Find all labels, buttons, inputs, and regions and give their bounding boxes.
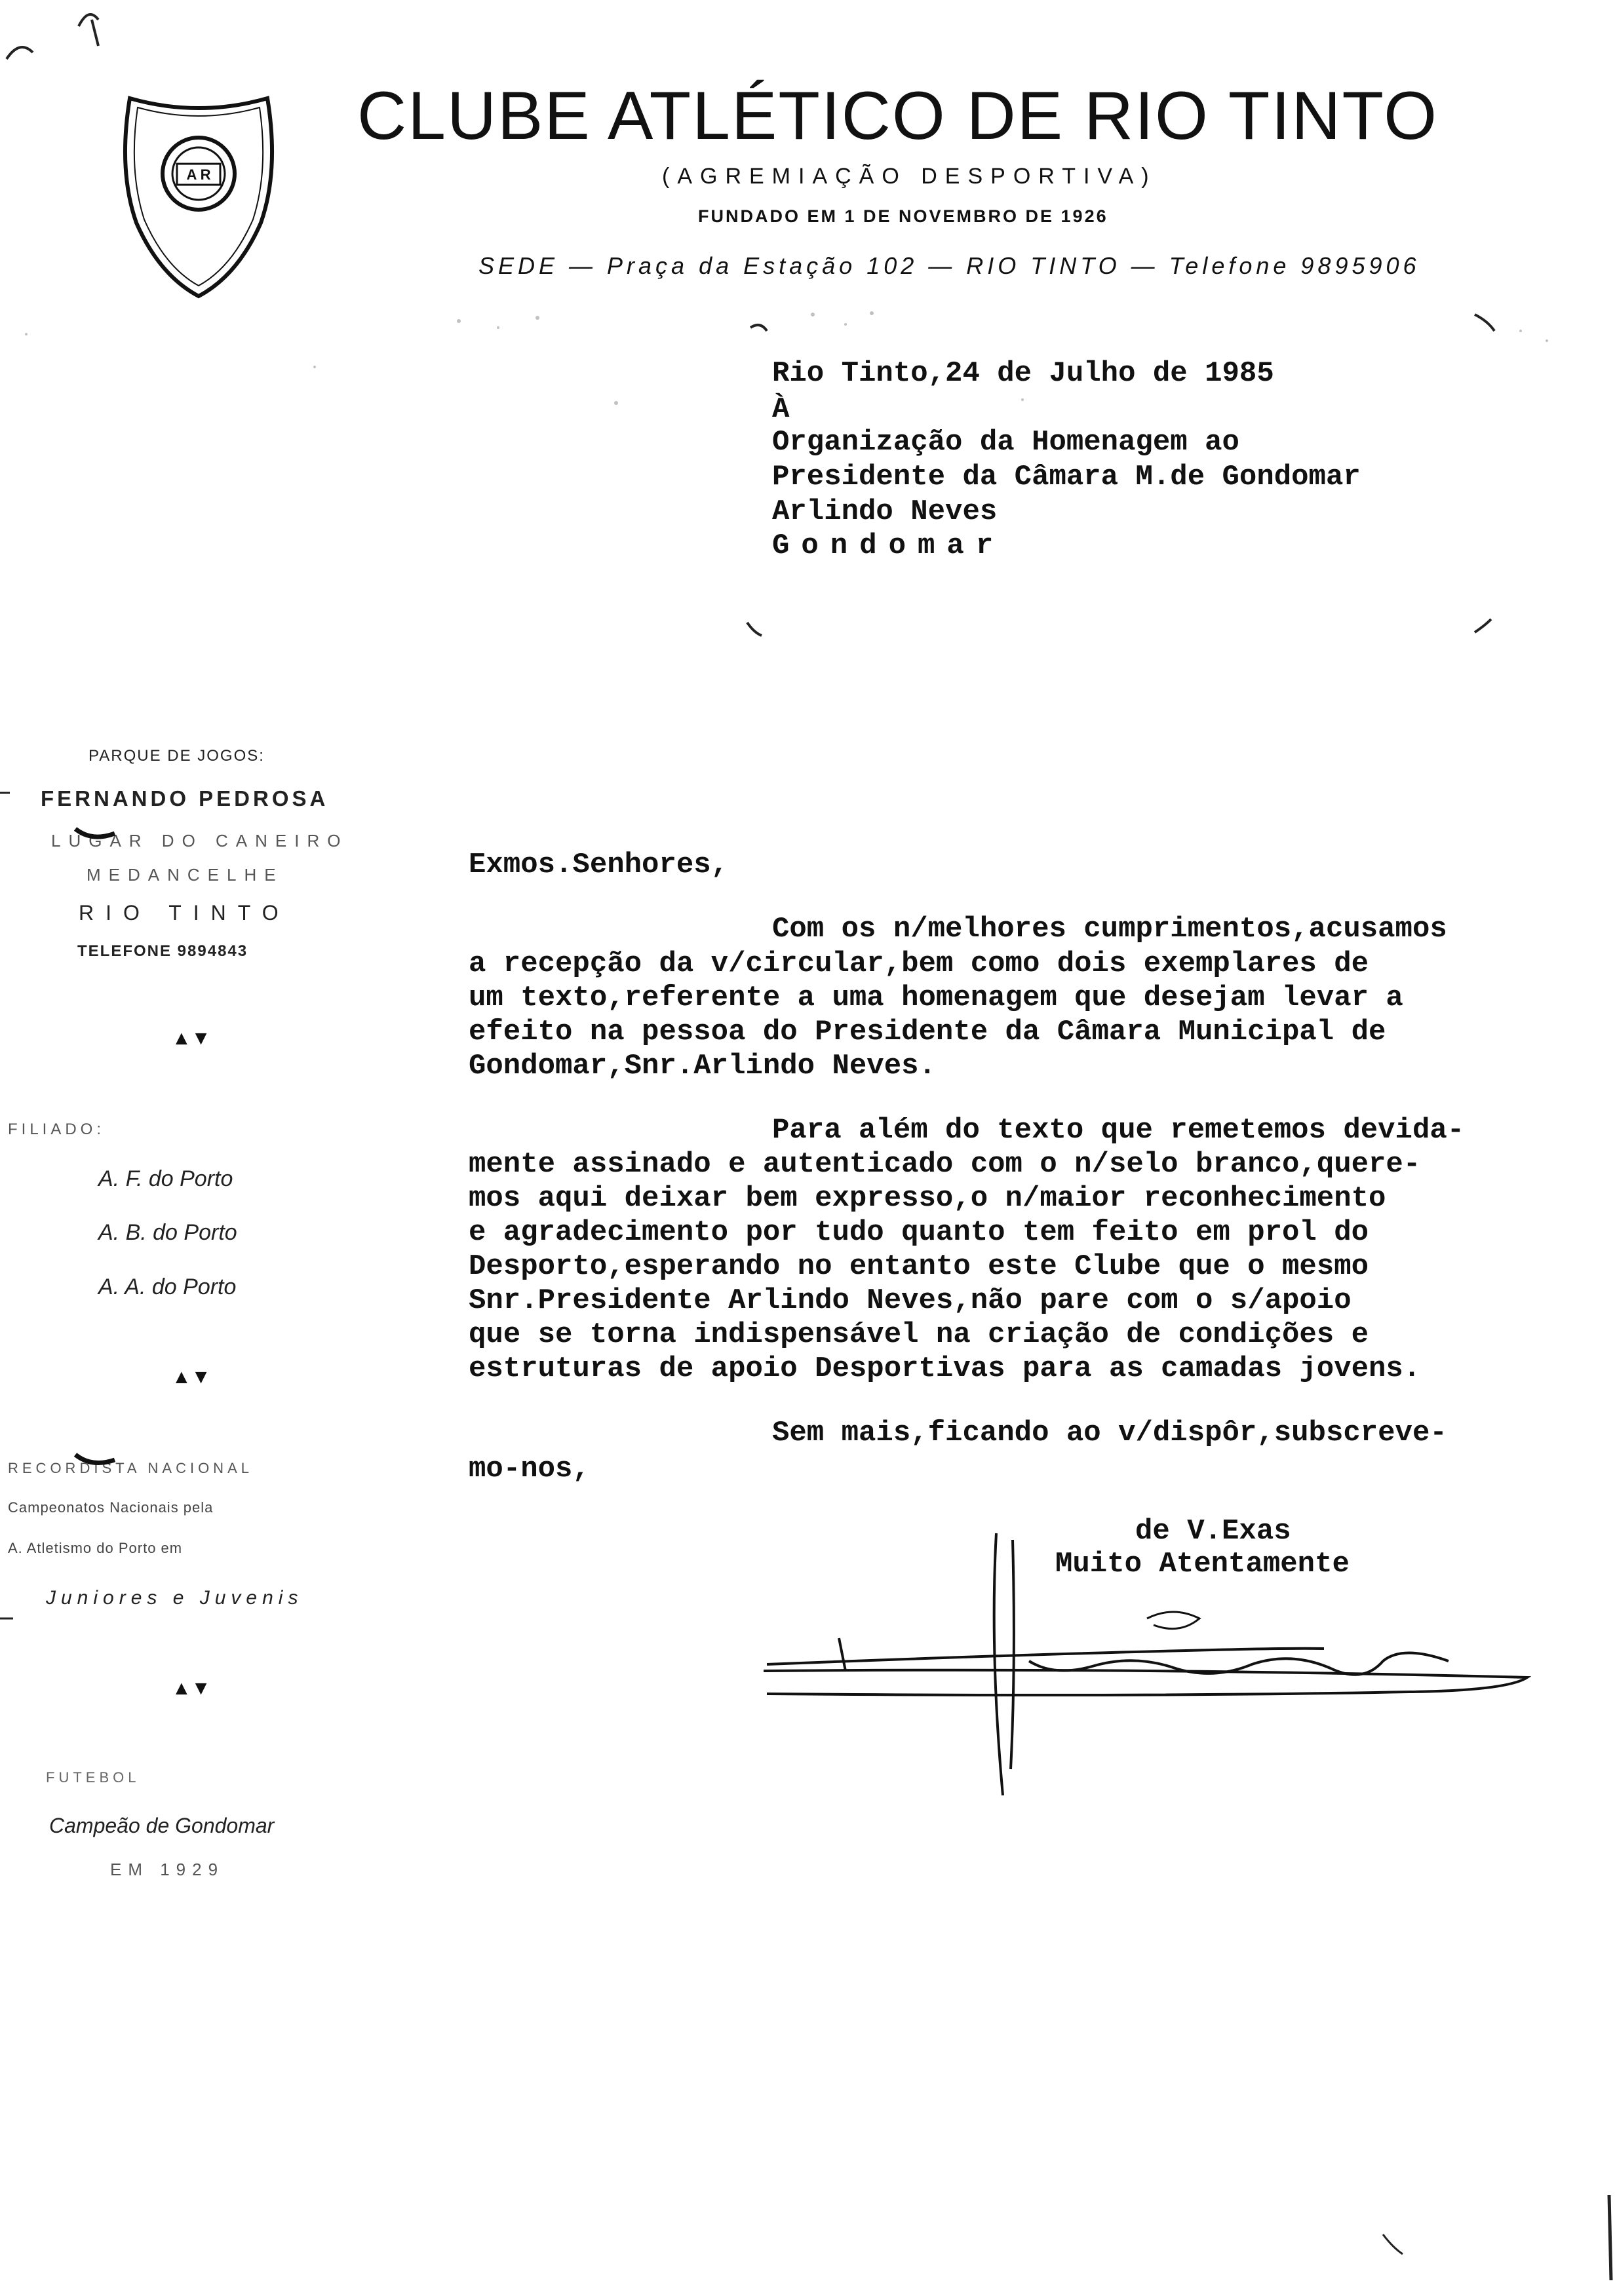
park-town: RIO TINTO	[79, 901, 290, 925]
sidebar-separator-icon: ▲▼	[172, 1366, 211, 1388]
paragraph-1-line: efeito na pessoa do Presidente da Câmara Municipal de	[469, 1016, 1386, 1048]
paragraph-2-line: mente assinado e autenticado com o n/selo branco,quere-	[469, 1148, 1421, 1181]
football-title: Campeão de Gondomar	[49, 1814, 275, 1837]
affiliation-item: A. B. do Porto	[98, 1220, 237, 1245]
park-location: LUGAR DO CANEIRO	[51, 831, 349, 851]
recipient-name: Arlindo Neves	[772, 495, 998, 528]
paragraph-1-line: Com os n/melhores cumprimentos,acusamos	[772, 913, 1447, 946]
records-line: Campeonatos Nacionais pela	[8, 1499, 214, 1516]
affiliation-item: A. F. do Porto	[98, 1166, 233, 1191]
club-subtitle: (AGREMIAÇÃO DESPORTIVA)	[662, 164, 1157, 189]
park-locality: MEDANCELHE	[87, 865, 284, 885]
paragraph-2-line: estruturas de apoio Desportivas para as camadas jovens.	[469, 1352, 1421, 1385]
sidebar-separator-icon: ▲▼	[172, 1677, 211, 1699]
paragraph-2-line: mos aqui deixar bem expresso,o n/maior reconhecimento	[469, 1182, 1386, 1215]
club-name: CLUBE ATLÉTICO DE RIO TINTO	[357, 78, 1438, 154]
paragraph-2-line: Desporto,esperando no entanto este Clube que o mesmo	[469, 1250, 1369, 1283]
paragraph-2-line: que se torna indispensável na criação de condições e	[469, 1318, 1369, 1351]
affiliation-item: A. A. do Porto	[98, 1274, 237, 1299]
records-categories: Juniores e Juvenis	[46, 1587, 303, 1609]
paragraph-1-line: um texto,referente a uma homenagem que desejam levar a	[469, 982, 1403, 1014]
paragraph-2-line: Snr.Presidente Arlindo Neves,não pare com o s/apoio	[469, 1284, 1352, 1317]
football-label: FUTEBOL	[46, 1769, 140, 1786]
salutation: Exmos.Senhores,	[469, 849, 729, 881]
park-name: FERNANDO PEDROSA	[41, 786, 329, 811]
affiliations-label: FILIADO:	[8, 1120, 106, 1138]
founded-date: FUNDADO EM 1 DE NOVEMBRO DE 1926	[698, 206, 1108, 226]
closing-line-2: Muito Atentamente	[1055, 1548, 1350, 1580]
paragraph-2-line: e agradecimento por tudo quanto tem feito em prol do	[469, 1216, 1369, 1249]
park-phone: TELEFONE 9894843	[77, 942, 248, 960]
paragraph-2-line: Para além do texto que remetemos devida-	[772, 1114, 1465, 1147]
letter-date: Rio Tinto,24 de Julho de 1985	[772, 357, 1274, 390]
recipient-org-line-1: Organização da Homenagem ao	[772, 426, 1239, 459]
club-address: SEDE — Praça da Estação 102 — RIO TINTO — Telefone 9895906	[478, 252, 1420, 279]
sidebar-separator-icon: ▲▼	[172, 1027, 211, 1049]
recipient-city: Gondomar	[772, 529, 1005, 562]
paragraph-1-line: a recepção da v/circular,bem como dois exemplares de	[469, 947, 1369, 980]
park-label: PARQUE DE JOGOS:	[88, 747, 265, 765]
recipient-org-line-2: Presidente da Câmara M.de Gondomar	[772, 461, 1361, 493]
crest-text: A R	[186, 166, 211, 183]
sign-off-line-2: mo-nos,	[469, 1453, 590, 1485]
records-line: A. Atletismo do Porto em	[8, 1540, 183, 1556]
handwritten-signature	[754, 1520, 1540, 1822]
closing-line-1: de V.Exas	[1135, 1515, 1291, 1548]
sign-off-line-1: Sem mais,ficando ao v/dispôr,subscreve-	[772, 1417, 1447, 1449]
paragraph-1-line: Gondomar,Snr.Arlindo Neves.	[469, 1050, 936, 1082]
recipient-to: À	[772, 393, 790, 426]
club-crest-logo	[117, 92, 281, 301]
records-label: RECORDISTA NACIONAL	[8, 1460, 253, 1476]
football-year: EM 1929	[110, 1860, 225, 1879]
